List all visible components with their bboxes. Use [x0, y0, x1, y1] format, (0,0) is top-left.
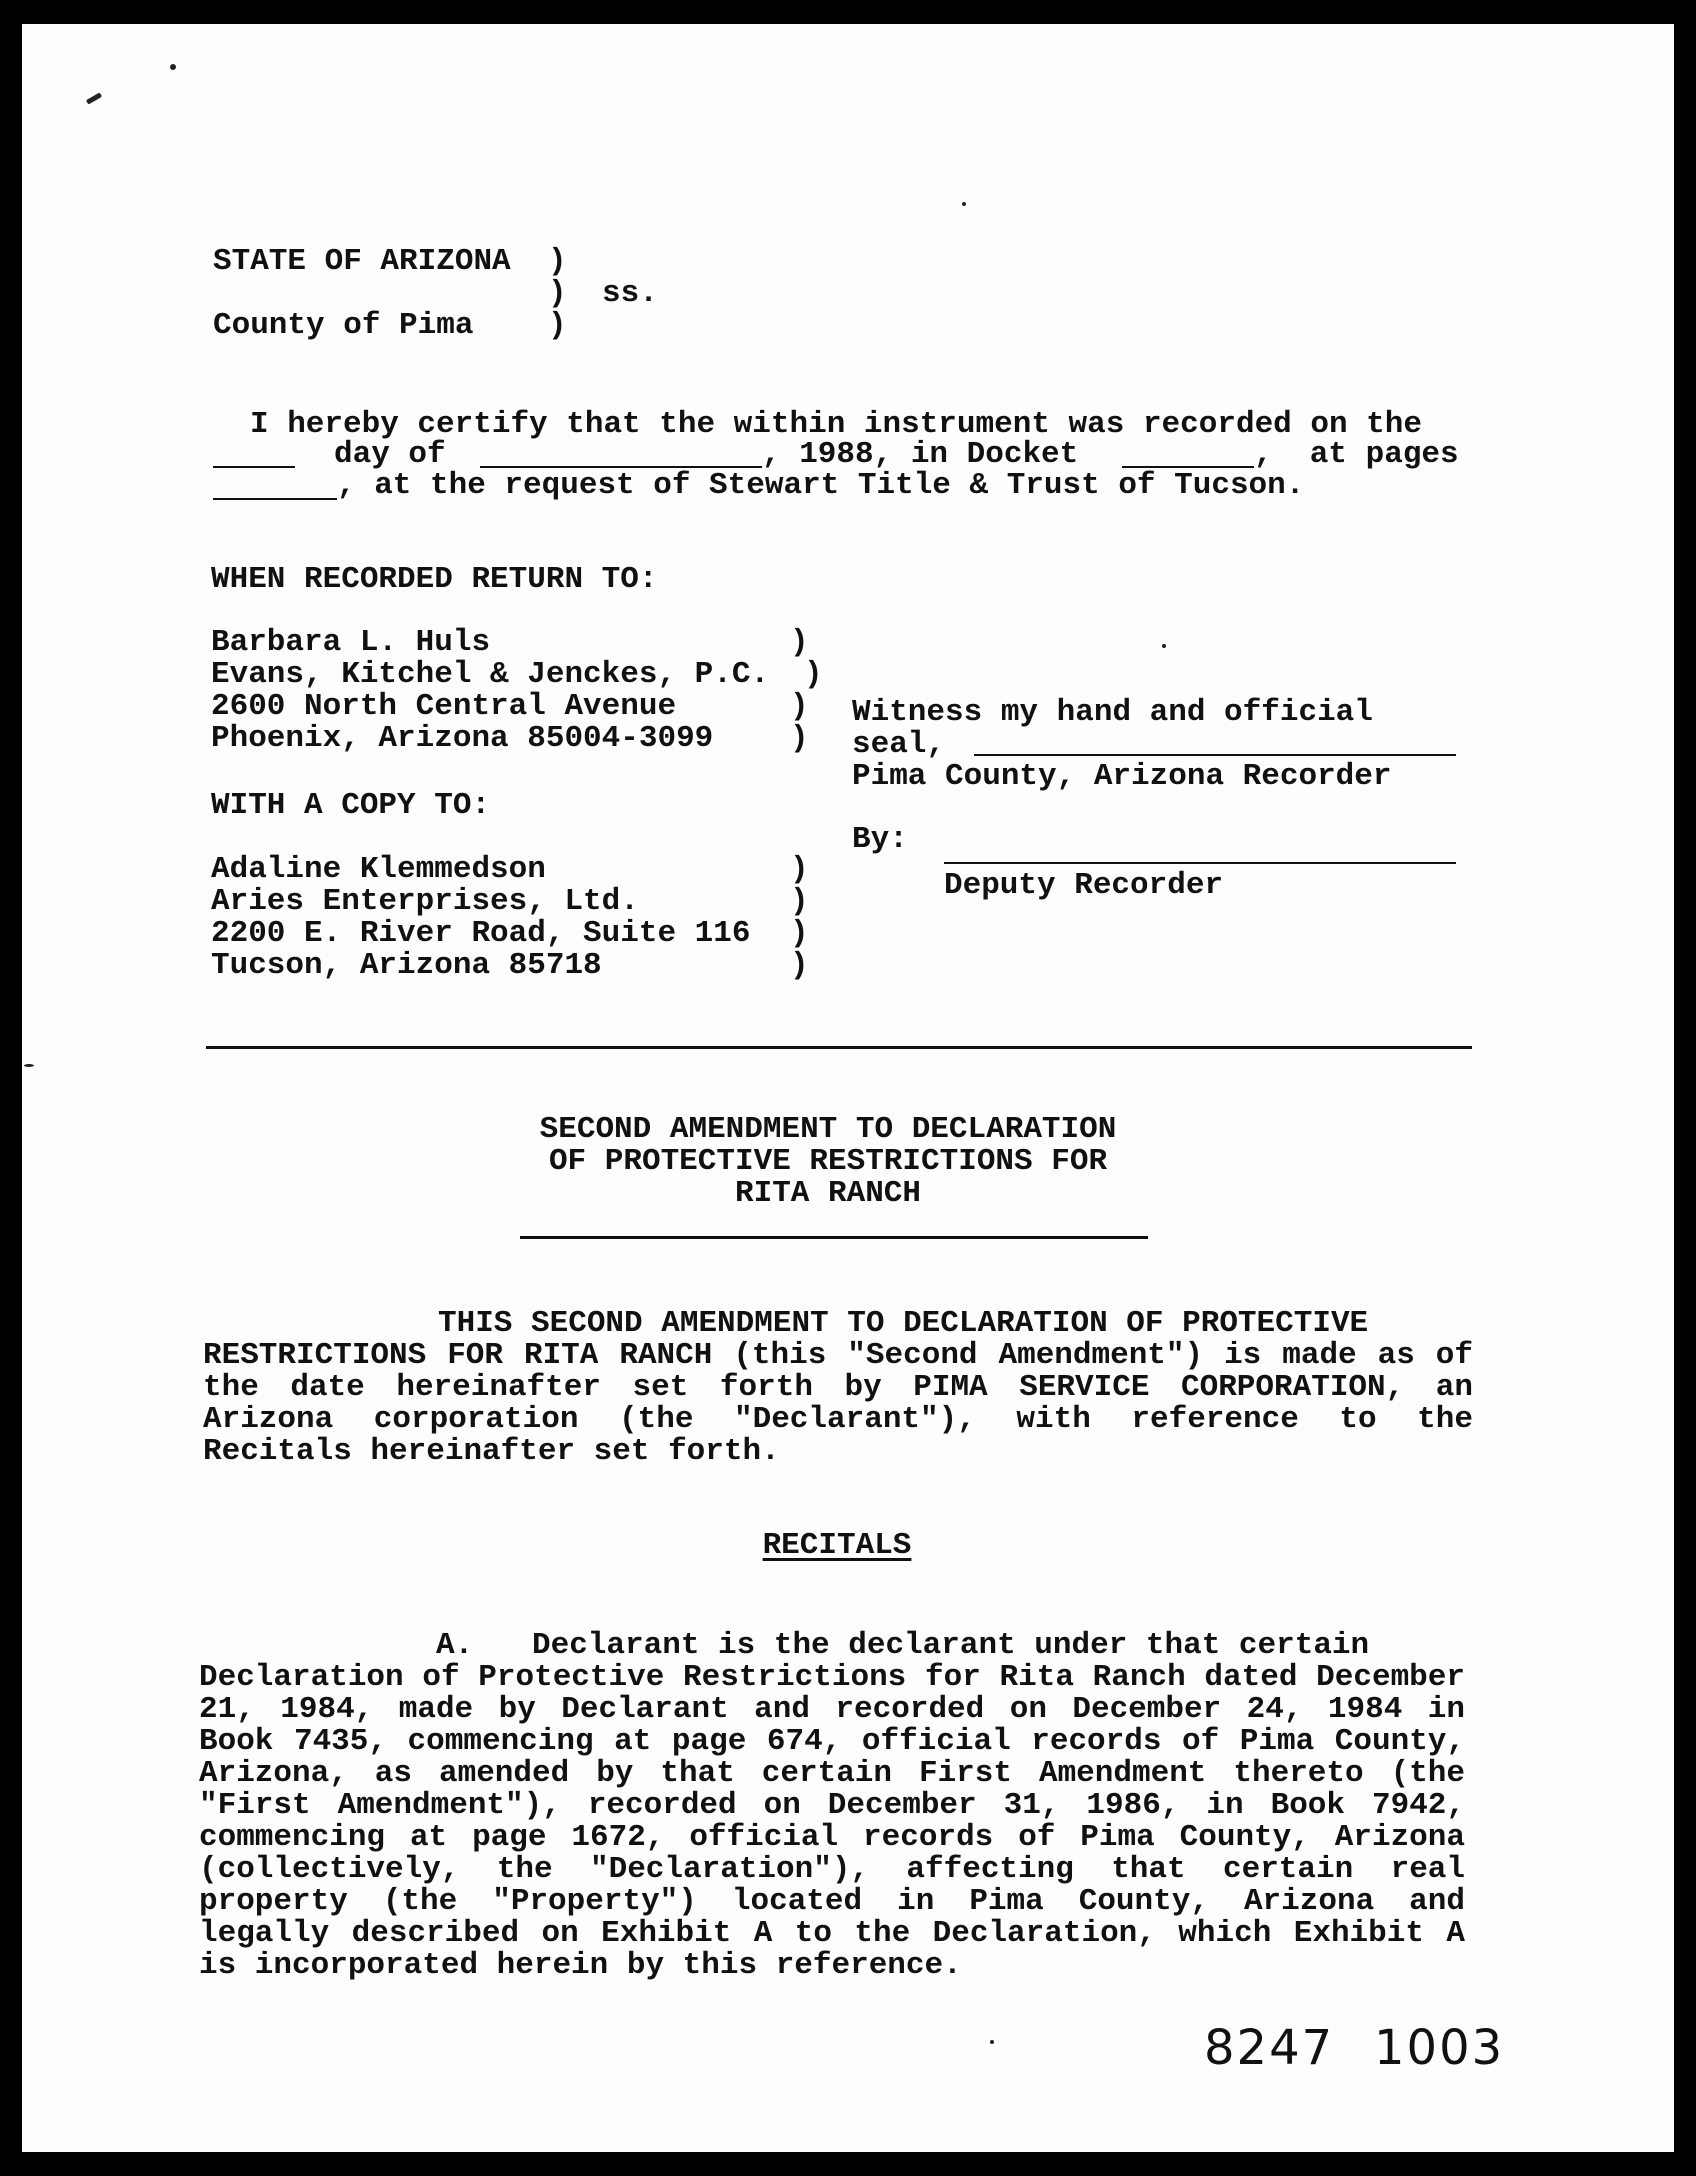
- venue-paren: ): [548, 244, 567, 279]
- blank-seal-signature: [974, 754, 1456, 756]
- scan-mark: [990, 2040, 994, 2044]
- venue-ss: ss.: [602, 276, 658, 311]
- document-title-line-3: RITA RANCH: [734, 1176, 922, 1211]
- return-to-line: Phoenix, Arizona 85004-3099: [211, 721, 714, 756]
- recording-book-number: 8247: [1204, 2020, 1335, 2076]
- paren: ): [790, 625, 809, 660]
- venue-county: County of Pima: [213, 308, 474, 343]
- copy-to-line: 2200 E. River Road, Suite 116: [211, 916, 751, 951]
- paren: ): [790, 884, 809, 919]
- copy-to-line: Aries Enterprises, Ltd.: [211, 884, 639, 919]
- paren: ): [790, 916, 809, 951]
- title-underline: [520, 1236, 1148, 1239]
- copy-to-heading: WITH A COPY TO:: [211, 788, 491, 823]
- return-to-line: Evans, Kitchel & Jenckes, P.C.: [211, 657, 770, 692]
- recitals-heading: RECITALS: [762, 1528, 912, 1563]
- intro-first-line: THIS SECOND AMENDMENT TO DECLARATION OF PROTECTIVE: [438, 1306, 1369, 1341]
- scan-mark: [1162, 644, 1166, 648]
- scan-mark: [24, 1064, 34, 1067]
- return-to-heading: WHEN RECORDED RETURN TO:: [211, 562, 658, 597]
- blank-pages: [213, 498, 337, 500]
- recital-a-paragraph: Declaration of Protective Restrictions for Rita Ranch dated December 21, 1984, made by Declarant and recorded on December 24, 1984 in Book 7435, commencing at page 674, official records of Pima County, Arizona, as amended by that certain First Amendment thereto (the "First Amendment"), recorded on December 31, 1986, in Book 7942, commencing at page 1672, official records of Pima County, Arizona (collectively, the "Declaration"), affecting that certain real property (the "Property") located in Pima County, Arizona and legally described on Exhibit A to the Declaration, which Exhibit A is incorporated herein by this reference.: [199, 1660, 1465, 1983]
- scan-mark: [86, 92, 102, 104]
- venue-state: STATE OF ARIZONA: [213, 244, 511, 279]
- witness-seal: seal,: [852, 727, 946, 762]
- paren: ): [790, 948, 809, 983]
- paren: ): [790, 852, 809, 887]
- certificate-year-docket: , 1988, in Docket: [762, 437, 1079, 472]
- paren: ): [804, 657, 823, 692]
- intro-paragraph: RESTRICTIONS FOR RITA RANCH (this "Second Amendment") is made as of the date hereinafter set forth by PIMA SERVICE CORPORATION, an Arizona corporation (the "Declarant"), with reference to the Recitals hereinafter set forth.: [203, 1338, 1473, 1469]
- certificate-at-pages: , at pages: [1254, 437, 1459, 472]
- return-to-line: 2600 North Central Avenue: [211, 689, 677, 724]
- scan-mark: [962, 202, 966, 206]
- certificate-day-of: day of: [334, 437, 446, 472]
- blank-day: [213, 466, 295, 468]
- paren: ): [790, 689, 809, 724]
- document-title-line-1: SECOND AMENDMENT TO DECLARATION: [539, 1112, 1117, 1147]
- copy-to-line: Tucson, Arizona 85718: [211, 948, 602, 983]
- witness-line-1: Witness my hand and official: [852, 695, 1373, 730]
- paren: ): [790, 721, 809, 756]
- document-page: [22, 24, 1674, 2152]
- venue-paren: ): [548, 308, 567, 343]
- recording-page-number: 1003: [1374, 2020, 1505, 2076]
- document-title-line-2: OF PROTECTIVE RESTRICTIONS FOR: [548, 1144, 1108, 1179]
- blank-deputy-signature: [944, 862, 1456, 864]
- separator-rule: [206, 1046, 1472, 1049]
- scan-mark: [170, 64, 176, 70]
- recital-a-first-line: Declarant is the declarant under that certain: [532, 1628, 1370, 1663]
- witness-deputy: Deputy Recorder: [944, 868, 1224, 903]
- return-to-line: Barbara L. Huls: [211, 625, 491, 660]
- recital-a-label: A.: [436, 1628, 474, 1663]
- witness-recorder: Pima County, Arizona Recorder: [852, 759, 1392, 794]
- venue-paren: ): [548, 276, 567, 311]
- witness-by: By:: [852, 822, 908, 857]
- copy-to-line: Adaline Klemmedson: [211, 852, 546, 887]
- certificate-line-3: , at the request of Stewart Title & Trust of Tucson.: [337, 468, 1305, 503]
- certificate-line-1: I hereby certify that the within instrument was recorded on the: [250, 407, 1422, 442]
